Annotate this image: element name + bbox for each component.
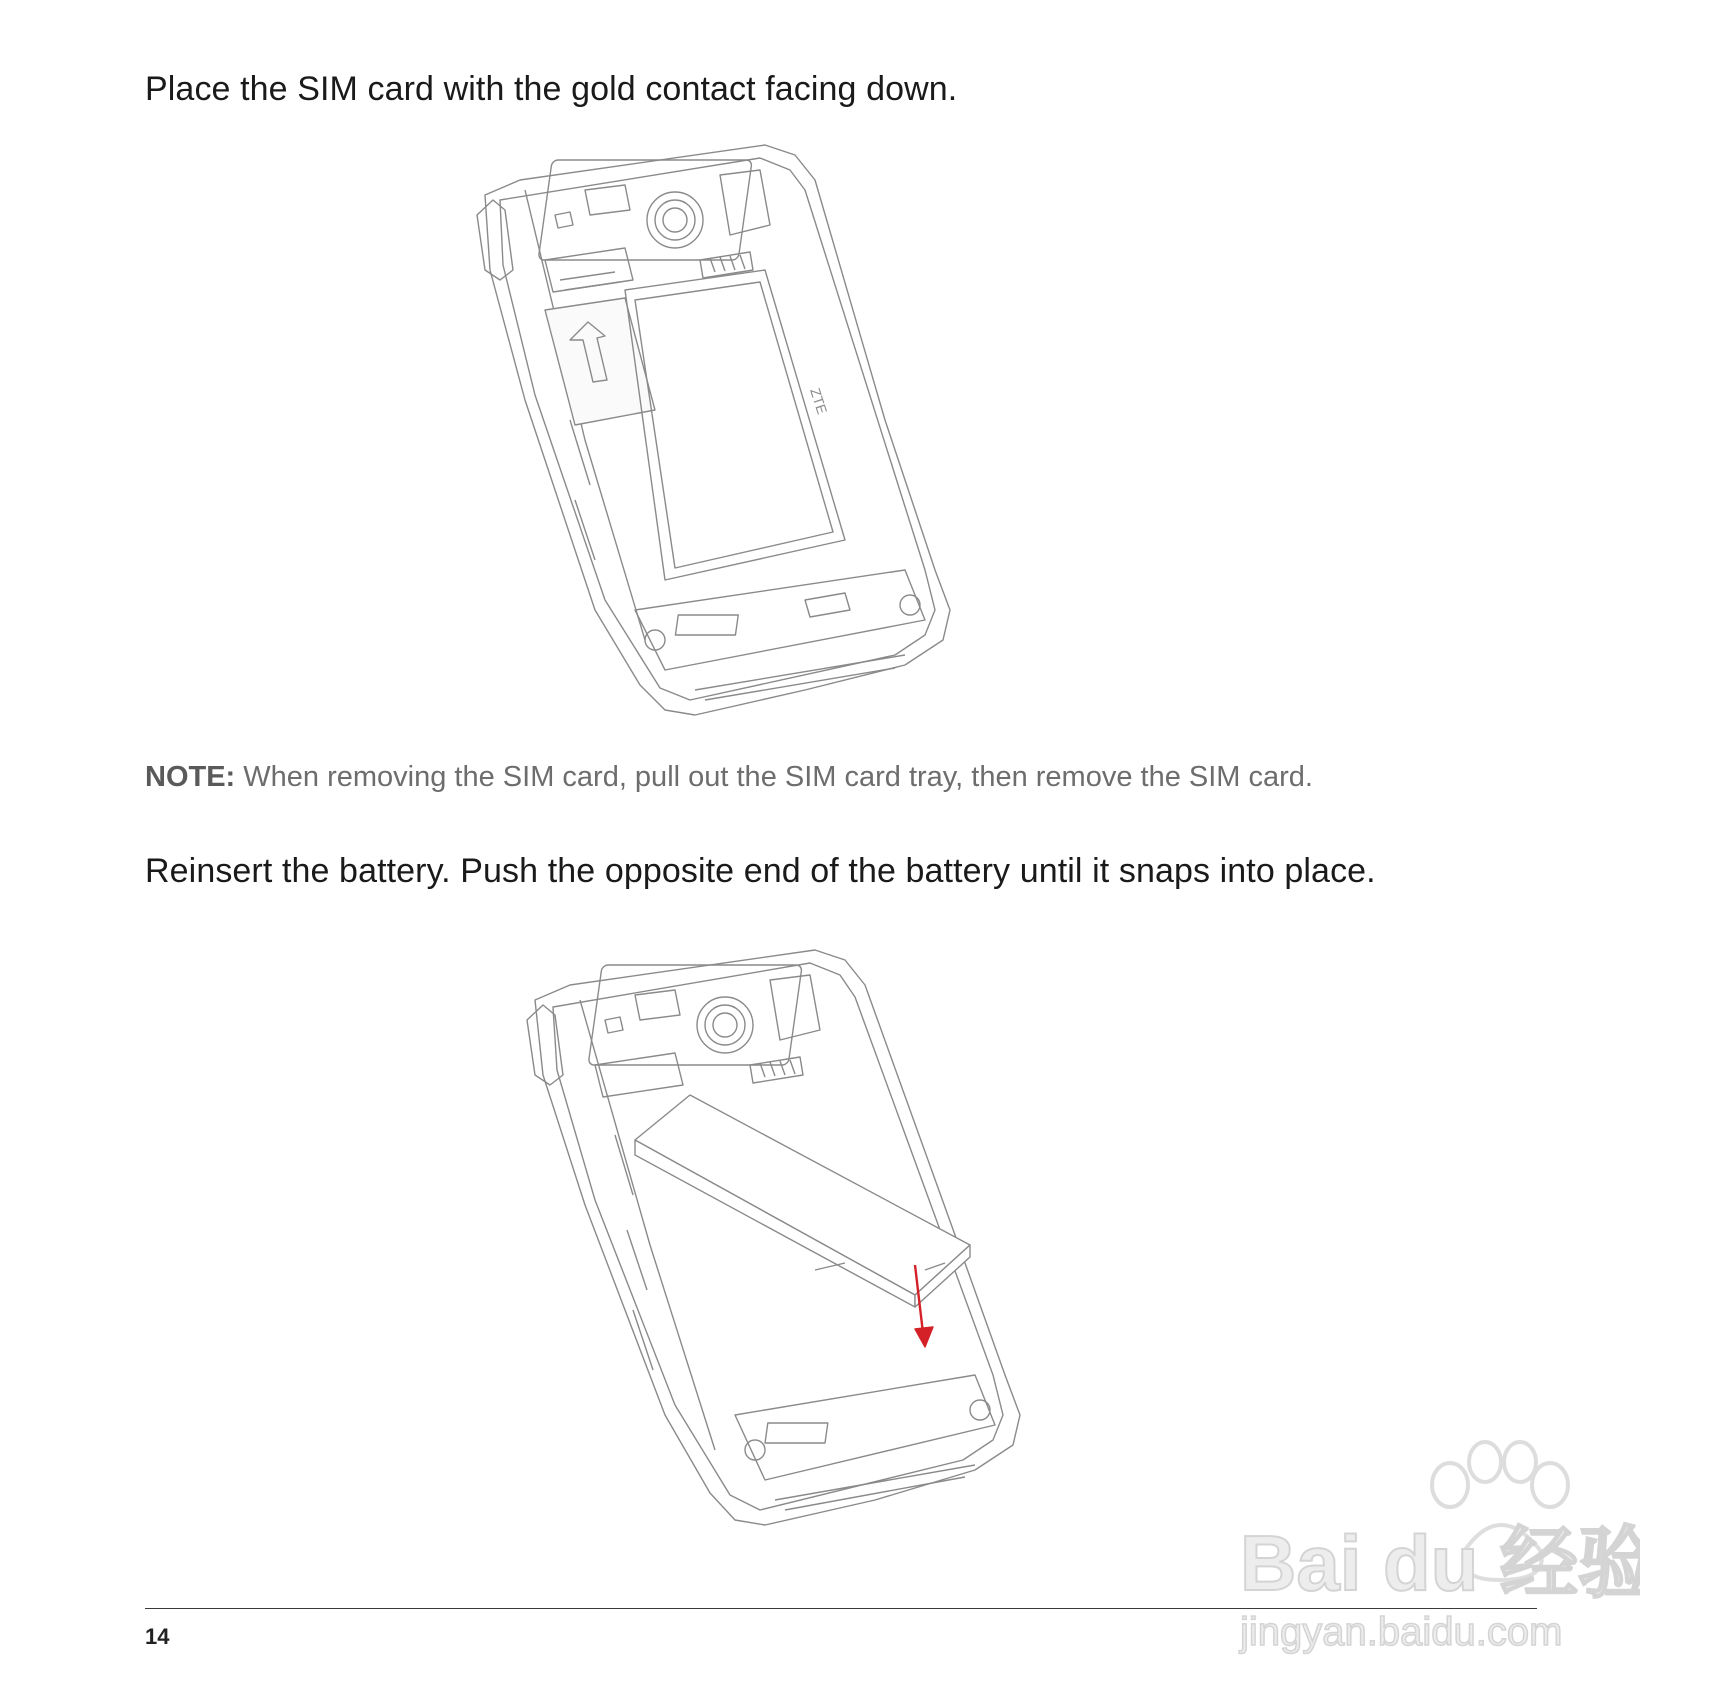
note-remove-sim [145, 761, 1313, 794]
watermark-logo-text: Bai du 经验 [1240, 1519, 1640, 1607]
engraved-logo: ZTE [807, 385, 831, 417]
phone-battery-illustration [515, 945, 1135, 1535]
phone-sim-illustration [465, 140, 1045, 730]
baidu-watermark [1220, 1400, 1640, 1665]
baidu-paw-logo [1220, 1400, 1640, 1660]
sim-card [545, 298, 655, 425]
sim-slot [545, 248, 753, 292]
page-number: 14 [145, 1624, 170, 1649]
battery [635, 1095, 970, 1307]
note-label: NOTE: [145, 761, 236, 793]
instruction-place-sim: Place the SIM card with the gold contact facing down. [145, 70, 958, 108]
watermark-url-text: jingyan.baidu.com [1240, 1610, 1563, 1654]
bottom-cover [735, 1375, 995, 1510]
battery-compartment [625, 270, 845, 580]
footer-divider [145, 1608, 1537, 1609]
camera-module [588, 965, 820, 1065]
note-text: When removing the SIM card, pull out the SIM card tray, then remove the SIM card. [235, 761, 1313, 793]
instruction-reinsert-battery: Reinsert the battery. Push the opposite end of the battery until it snaps into place. [145, 852, 1376, 890]
sim-slot [595, 1053, 803, 1097]
